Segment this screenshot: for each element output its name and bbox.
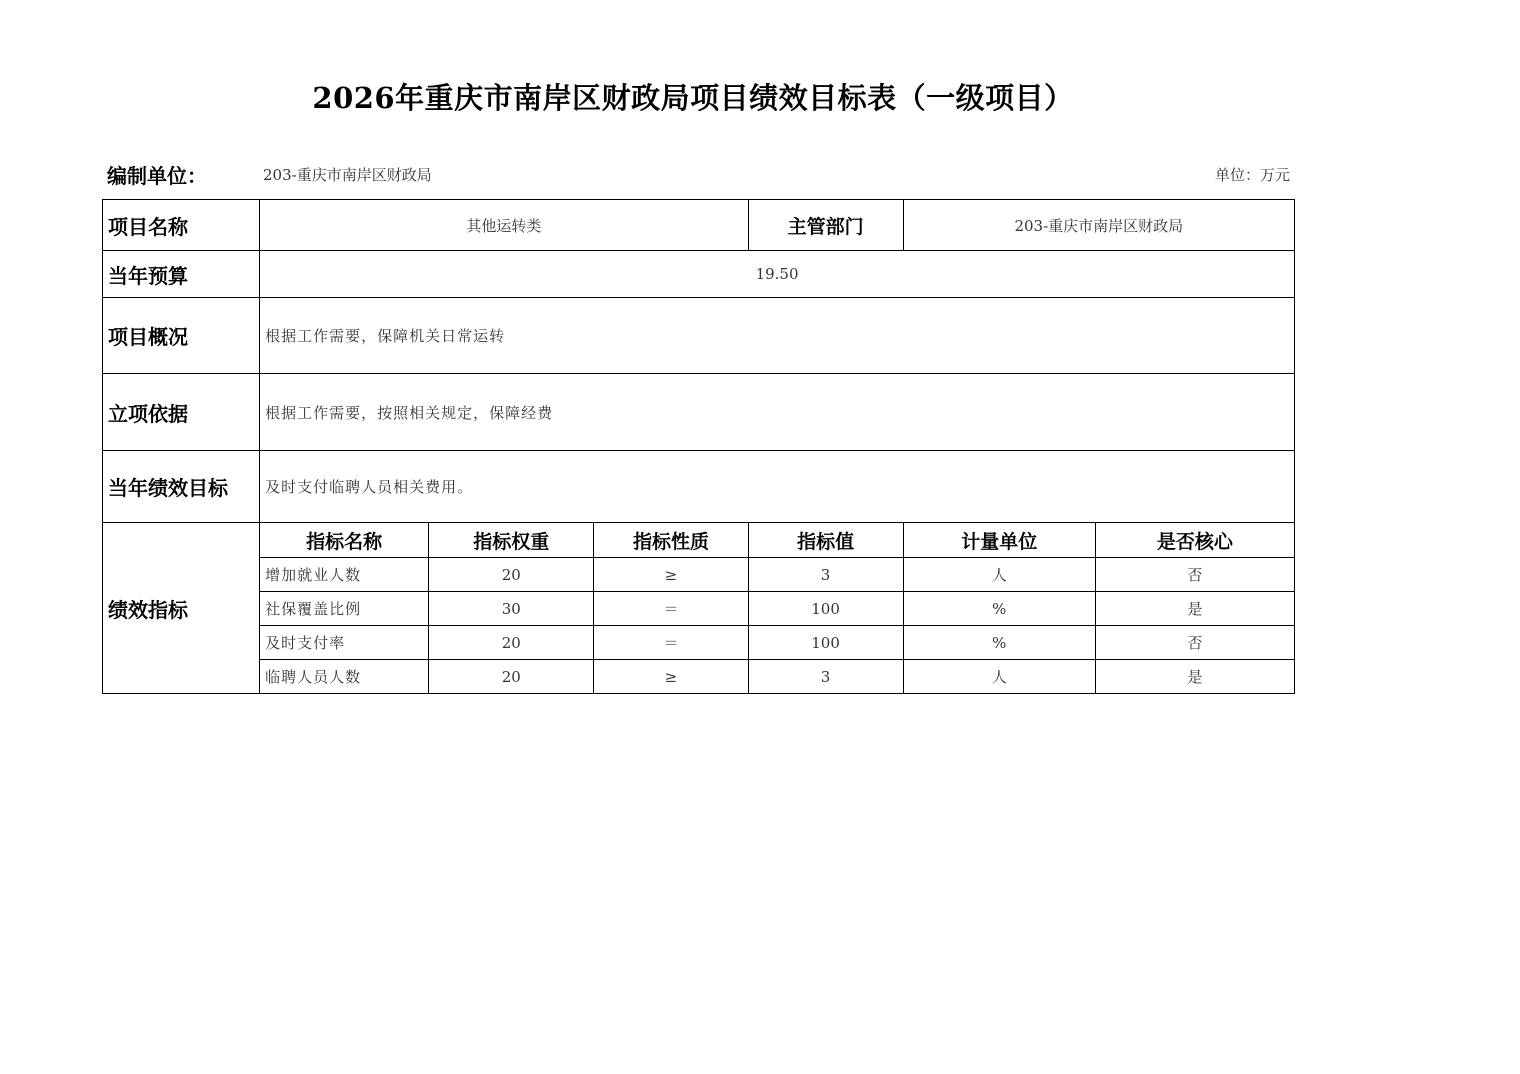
indicator-name: 社保覆盖比例 [260, 592, 429, 626]
project-name-value: 其他运转类 [260, 200, 748, 251]
basis-value: 根据工作需要，按照相关规定，保障经费 [260, 374, 1295, 451]
indicator-unit: 人 [903, 660, 1095, 694]
indicator-core: 是 [1095, 592, 1294, 626]
indicator-weight: 20 [429, 660, 594, 694]
indicator-nature: ≥ [594, 660, 748, 694]
indicator-core: 是 [1095, 660, 1294, 694]
indicator-name: 临聘人员人数 [260, 660, 429, 694]
performance-table [102, 199, 1295, 694]
project-name-row [103, 200, 1295, 251]
project-name-label: 项目名称 [103, 200, 260, 251]
goal-label: 当年绩效目标 [103, 451, 260, 523]
indicator-value: 100 [748, 592, 903, 626]
indicator-weight: 20 [429, 626, 594, 660]
indicator-core: 否 [1095, 558, 1294, 592]
compiling-unit-label: 编制单位： [107, 164, 207, 188]
indicator-value: 3 [748, 660, 903, 694]
indicator-header: 指标值 [748, 523, 903, 558]
goal-value: 及时支付临聘人员相关费用。 [260, 451, 1295, 523]
currency-unit: 单位：万元 [1214, 166, 1290, 184]
overview-value: 根据工作需要，保障机关日常运转 [260, 298, 1295, 374]
basis-row [103, 374, 1295, 451]
budget-row [103, 251, 1295, 298]
indicator-unit: 人 [903, 558, 1095, 592]
compiling-unit-value: 203-重庆市南岸区财政局 [263, 166, 432, 184]
indicator-nature: ＝ [594, 592, 748, 626]
indicator-header: 计量单位 [903, 523, 1095, 558]
indicator-row [103, 558, 1295, 592]
page-title: 2026年重庆市南岸区财政局项目绩效目标表（一级项目） [312, 81, 1074, 115]
indicators-section-label: 绩效指标 [103, 523, 260, 694]
department-label: 主管部门 [748, 200, 903, 251]
indicator-value: 3 [748, 558, 903, 592]
indicator-weight: 30 [429, 592, 594, 626]
indicator-header: 是否核心 [1095, 523, 1294, 558]
budget-label: 当年预算 [103, 251, 260, 298]
basis-label: 立项依据 [103, 374, 260, 451]
indicator-core: 否 [1095, 626, 1294, 660]
indicator-unit: % [903, 592, 1095, 626]
indicator-unit: % [903, 626, 1095, 660]
indicator-name: 增加就业人数 [260, 558, 429, 592]
indicator-row [103, 626, 1295, 660]
indicator-weight: 20 [429, 558, 594, 592]
goal-row [103, 451, 1295, 523]
indicator-header: 指标名称 [260, 523, 429, 558]
indicator-nature: ≥ [594, 558, 748, 592]
department-value: 203-重庆市南岸区财政局 [903, 200, 1294, 251]
indicator-row [103, 592, 1295, 626]
overview-label: 项目概况 [103, 298, 260, 374]
indicator-value: 100 [748, 626, 903, 660]
budget-value: 19.50 [260, 251, 1295, 298]
indicator-header-row [103, 523, 1295, 558]
indicator-header: 指标权重 [429, 523, 594, 558]
overview-row [103, 298, 1295, 374]
indicator-nature: ＝ [594, 626, 748, 660]
indicator-header: 指标性质 [594, 523, 748, 558]
indicator-row [103, 660, 1295, 694]
indicator-name: 及时支付率 [260, 626, 429, 660]
